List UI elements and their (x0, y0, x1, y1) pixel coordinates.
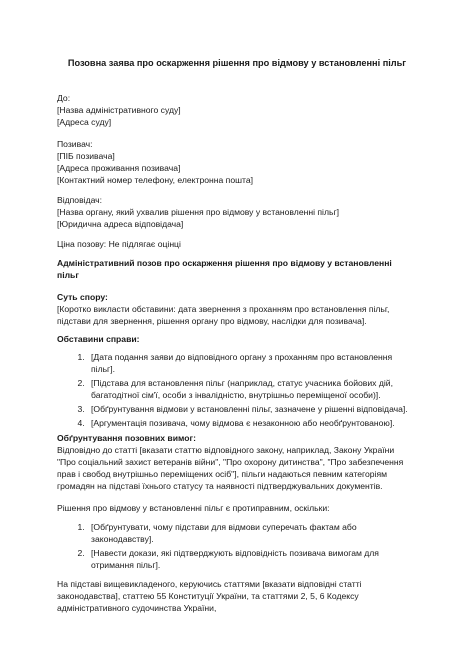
document-title: Позовна заява про оскарження рішення про відмову у встановленні пільг (67, 58, 407, 68)
unlawful-intro (57, 502, 417, 514)
list-item-line: 1. [Обґрунтувати, чому підстави для відмови суперечать фактам або (91, 522, 357, 532)
justification-line: "Про соціальний захист ветеранів війни", "Про охорону дитинства", "Про забезпечення (57, 457, 404, 467)
dispute-title: Суть спору: (57, 292, 108, 302)
list-item-line: 4. [Аргументація позивача, чому відмова є незаконною або необґрунтованою]. (91, 418, 395, 428)
circumstances-title: Обставини справи: (57, 334, 140, 344)
justification-line: громадян на підставі їхнього статусу та наявності підтверджувальних документів. (57, 481, 383, 491)
basis-line: адміністративного судочинства України, (57, 603, 217, 613)
list-item-line: пільг]. (91, 364, 115, 374)
claim-heading-line2: пільг (57, 270, 79, 280)
list-item-line: отримання пільг]. (91, 560, 161, 570)
dispute-line1: [Коротко викласти обставини: дата звернення з проханням про встановлення пільг, (57, 304, 390, 314)
list-item (87, 521, 417, 545)
unlawful-intro-text: Рішення про відмову у встановленні пільг є протиправним, оскільки: (57, 503, 330, 513)
list-item-line: 2. [Навести докази, які підтверджують відповідність позивача вимогам для (91, 548, 379, 558)
plaintiff-label: Позивач: (57, 139, 93, 149)
list-item-line: багатодітної сім'ї, особи з інвалідністю, внутрішньо переміщеної особи)]. (91, 390, 381, 400)
list-item (87, 403, 417, 415)
plaintiff-contact: [Контактний номер телефону, електронна пошта] (57, 175, 254, 185)
court-address: [Адреса суду] (57, 117, 112, 127)
list-item-line: 2. [Підстава для встановлення пільг (наприклад, статус учасника бойових дій, (91, 378, 393, 388)
justification-section (57, 432, 417, 492)
claim-heading (57, 257, 417, 281)
plaintiff-address: [Адреса проживання позивача] (57, 163, 181, 173)
defendant-block (57, 194, 417, 230)
circumstances-section (57, 333, 417, 345)
claim-price (57, 238, 417, 250)
unlawful-list (57, 521, 417, 573)
court-label: До: (57, 93, 71, 103)
claim-heading-line1: Адміністративний позов про оскарження рішення про відмову у встановленні (57, 258, 392, 268)
circumstances-list (57, 351, 417, 431)
defendant-address: [Юридична адреса відповідача] (57, 219, 184, 229)
list-item (87, 351, 417, 375)
list-item (87, 547, 417, 571)
defendant-name: [Назва органу, який ухвалив рішення про відмову у встановленні пільг] (57, 207, 339, 217)
dispute-section (57, 291, 417, 327)
court-block (57, 92, 417, 128)
justification-title: Обґрунтування позовних вимог: (57, 433, 196, 443)
dispute-line2: підстави для звернення, рішення органу про відмову, наслідки для позивача]. (57, 316, 367, 326)
defendant-label: Відповідач: (57, 195, 103, 205)
claim-price-text: Ціна позову: Не підлягає оцінці (57, 239, 181, 249)
list-item (87, 417, 417, 429)
basis-line: На підставі вищевикладеного, керуючись статтями [вказати відповідні статті (57, 579, 362, 589)
basis-line: законодавства], статтею 55 Конституції України, та статтями 2, 5, 6 Кодексу (57, 591, 359, 601)
justification-line: Відповідно до статті [вказати статтю відповідного закону, наприклад, Закону України (57, 445, 395, 455)
plaintiff-block (57, 138, 417, 186)
basis-section (57, 578, 417, 614)
list-item-line: 3. [Обґрунтування відмови у встановленні пільг, зазначене у рішенні відповідача]. (91, 404, 408, 414)
court-name: [Назва адміністративного суду] (57, 105, 181, 115)
list-item (87, 377, 417, 401)
list-item-line: 1. [Дата подання заяви до відповідного органу з проханням про встановлення (91, 352, 393, 362)
list-item-line: законодавству]. (91, 534, 154, 544)
plaintiff-name: [ПІБ позивача] (57, 151, 115, 161)
justification-line: прав і свобод внутрішньо переміщених осіб"], пільги надаються певним категоріям (57, 469, 388, 479)
